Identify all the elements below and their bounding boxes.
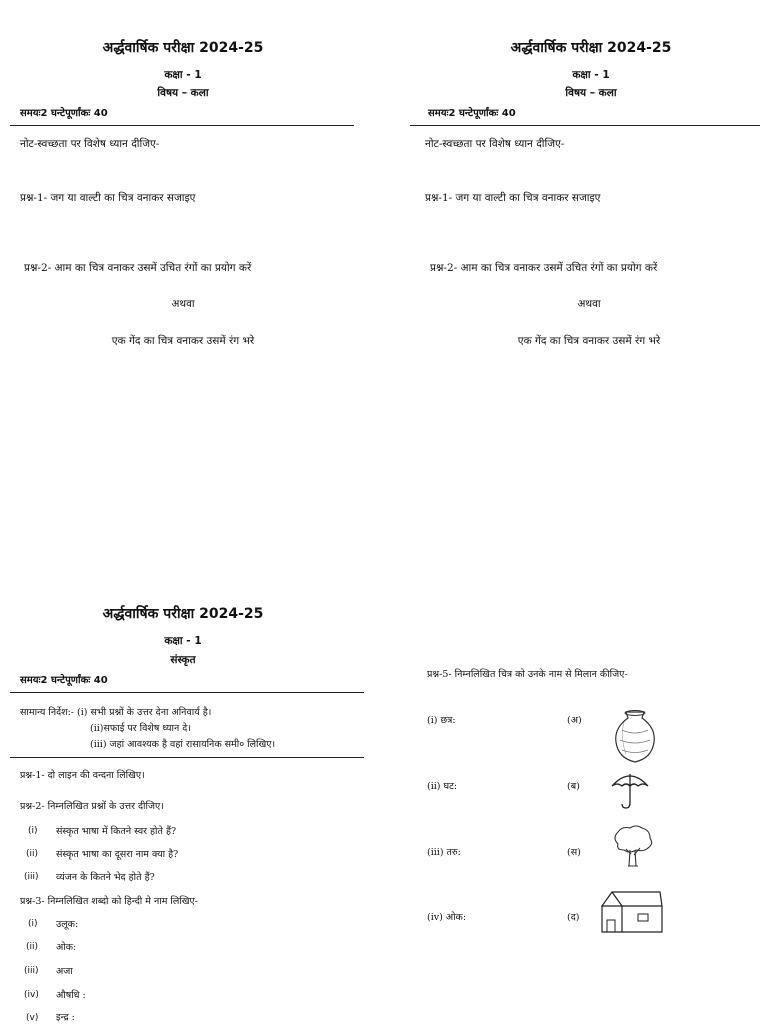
match-right-label: (अ) — [567, 715, 582, 726]
time-marks: समयः2 घन्टेपूर्णांकः 40 — [20, 675, 108, 686]
instruction-3: (iii) जहां आवश्यक है वहां रासायनिक समी० लिखिए। — [90, 739, 276, 750]
time-marks: समयः2 घन्टेपूर्णांकः 40 — [20, 108, 108, 119]
class-line: कक्षा - 1 — [164, 635, 202, 647]
question-2-alt: एक गेंद का चित्र वनाकर उसमें रंग भरे — [111, 335, 255, 347]
class-line: कक्षा - 1 — [572, 69, 610, 81]
question-2: प्रश्न-2- आम का चित्र वनाकर उसमें उचित रंगों का प्रयोग करें — [430, 262, 658, 274]
match-right-label: (ब) — [567, 781, 580, 792]
pot-icon — [610, 708, 660, 764]
class-line: कक्षा - 1 — [164, 69, 202, 81]
list-item: व्यंजन के कितने भेद होते हैं? — [56, 872, 155, 883]
question-3: प्रश्न-3- निम्नलिखित शब्दो को हिन्दी मे नाम लिखिए- — [20, 896, 199, 907]
note-text: नोट-स्वच्छता पर विशेष ध्यान दीजिए- — [425, 138, 565, 150]
list-item: उलूक: — [56, 919, 79, 930]
house-icon — [598, 890, 664, 934]
note-text: नोट-स्वच्छता पर विशेष ध्यान दीजिए- — [20, 138, 160, 150]
question-1: प्रश्न-1- दो लाइन की वन्दना लिखिए। — [20, 770, 145, 781]
list-item-number: (i) — [28, 919, 38, 929]
page-title: अर्द्धवार्षिक परीक्षा 2024-25 — [102, 606, 264, 622]
page-title: अर्द्धवार्षिक परीक्षा 2024-25 — [510, 40, 672, 56]
list-item: संस्कृत भाषा में कितने स्वर होते हैं? — [56, 826, 177, 837]
divider — [10, 125, 354, 126]
page-title: अर्द्धवार्षिक परीक्षा 2024-25 — [102, 40, 264, 56]
list-item: अजा — [56, 966, 73, 977]
subject-line: संस्कृत — [170, 654, 196, 666]
tree-icon — [610, 824, 654, 868]
question-1: प्रश्न-1- जग या वाल्टी का चित्र वनाकर सजाइए — [425, 192, 601, 204]
divider — [10, 757, 364, 758]
match-right-label: (द) — [567, 912, 580, 923]
subject-line: विषय – कला — [157, 87, 209, 99]
list-item-number: (ii) — [26, 849, 39, 859]
time-marks: समयः2 घन्टेपूर्णांकः 40 — [428, 108, 516, 119]
match-left-item: (ii) घट: — [427, 781, 458, 792]
list-item: इन्द्र : — [56, 1012, 75, 1023]
list-item-number: (ii) — [26, 942, 39, 952]
question-5: प्रश्न-5- निम्नलिखित चित्र को उनके नाम से मिलान कीजिए- — [427, 669, 628, 680]
umbrella-icon — [610, 770, 650, 810]
match-left-item: (i) छत्र: — [427, 715, 456, 726]
match-left-item: (iii) तरु: — [427, 847, 461, 858]
instruction-2: (ii)सफाई पर विशेष ध्यान दे। — [90, 723, 191, 734]
match-right-label: (स) — [567, 847, 581, 858]
or-text: अथवा — [171, 298, 195, 310]
question-2: प्रश्न-2- निम्नलिखित प्रश्नों के उत्तर दीजिए। — [20, 801, 164, 812]
question-2-alt: एक गेंद का चित्र वनाकर उसमें रंग भरे — [517, 335, 661, 347]
list-item-number: (iii) — [24, 966, 39, 976]
list-item-number: (iii) — [24, 872, 39, 882]
list-item: औषधि : — [56, 990, 86, 1001]
subject-line: विषय – कला — [565, 87, 617, 99]
divider — [10, 692, 364, 693]
question-2: प्रश्न-2- आम का चित्र वनाकर उसमें उचित रंगों का प्रयोग करें — [24, 262, 252, 274]
match-left-item: (iv) ओक: — [427, 912, 467, 923]
list-item-number: (v) — [26, 1013, 39, 1023]
question-1: प्रश्न-1- जग या वाल्टी का चित्र वनाकर सजाइए — [20, 192, 196, 204]
or-text: अथवा — [577, 298, 601, 310]
instruction-1: सामान्य निर्देश:- (i) सभी प्रश्नों के उत्तर देना अनिवार्य है। — [20, 707, 212, 718]
list-item-number: (i) — [28, 826, 38, 836]
list-item-number: (iv) — [24, 990, 39, 1000]
list-item: ओक: — [56, 942, 77, 953]
list-item: संस्कृत भाषा का दूसरा नाम क्या है? — [56, 849, 179, 860]
divider — [410, 125, 760, 126]
